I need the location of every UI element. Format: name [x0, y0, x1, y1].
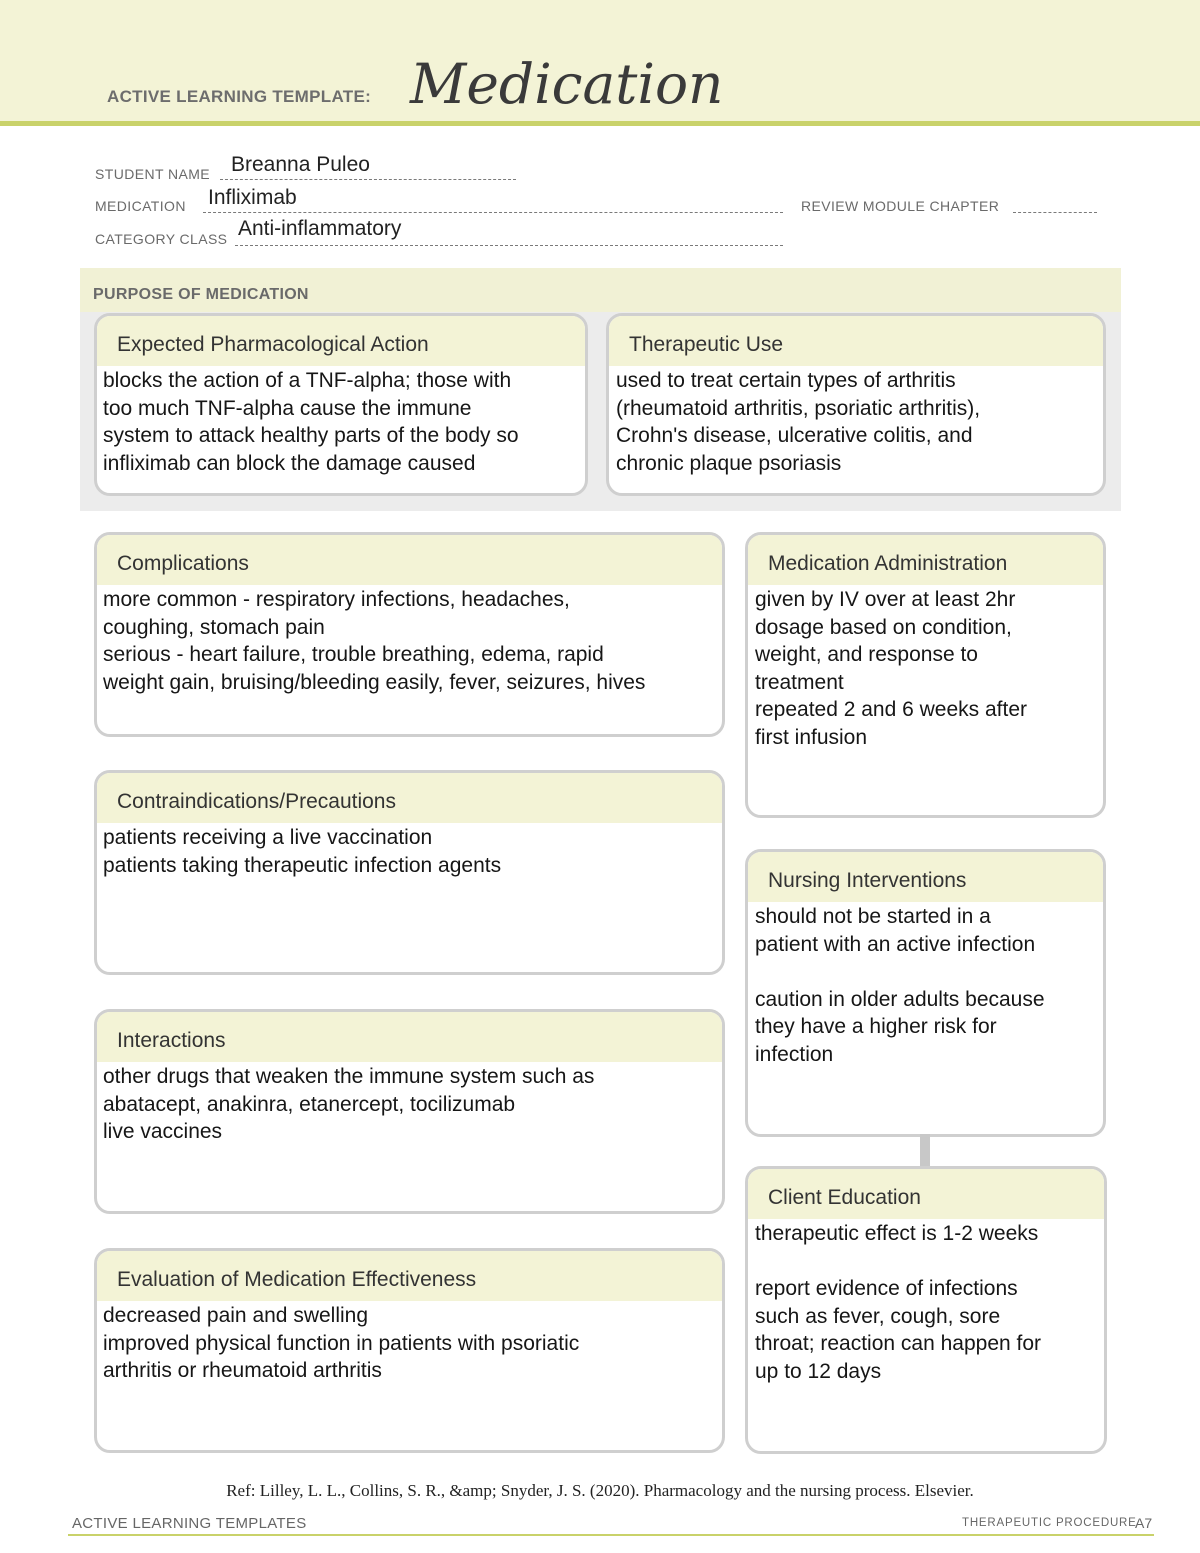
nursing-interventions-text[interactable]: should not be started in a patient with an active infection caution in older adults because they have a higher risk for infection — [755, 905, 1045, 1066]
therapeutic-use-text[interactable]: used to treat certain types of arthritis (rheumatoid arthritis, psoriatic arthritis), Crohn's disease, ulcerative colitis, and chronic plaque psoriasis — [616, 369, 981, 475]
page-number: A7 — [1135, 1515, 1153, 1531]
client-education-box — [745, 1166, 1107, 1454]
header-rule — [0, 121, 1200, 126]
category-class-label: CATEGORY CLASS — [95, 231, 228, 247]
review-module-line — [1013, 212, 1097, 213]
contraindications-title: Contraindications/Precautions — [97, 773, 722, 823]
reference-citation: Ref: Lilley, L. L., Collins, S. R., &amp; Snyder, J. S. (2020). Pharmacology and the nursing process. Elsevier. — [226, 1481, 974, 1500]
category-class-line — [235, 245, 783, 246]
interactions-title: Interactions — [97, 1012, 722, 1062]
nursing-interventions-title: Nursing Interventions — [748, 852, 1103, 902]
therapeutic-use-title: Therapeutic Use — [609, 316, 1103, 366]
page-title: Medication — [410, 52, 724, 116]
administration-box — [745, 532, 1106, 818]
student-name-label: STUDENT NAME — [95, 166, 210, 182]
footer-left-label: ACTIVE LEARNING TEMPLATES — [72, 1515, 307, 1532]
nursing-interventions-box — [745, 849, 1106, 1137]
box-connector — [920, 1134, 930, 1166]
student-name-field[interactable]: Breanna Puleo — [231, 153, 370, 176]
client-education-text[interactable]: therapeutic effect is 1-2 weeks report evidence of infections such as fever, cough, sore throat; reaction can happen for up to 12 days — [755, 1222, 1042, 1383]
therapeutic-use-box — [606, 313, 1106, 496]
complications-box — [94, 532, 725, 737]
expected-action-text[interactable]: blocks the action of a TNF-alpha; those with too much TNF-alpha cause the immune system to attack healthy parts of the body so infliximab can block the damage caused — [103, 369, 519, 475]
evaluation-title: Evaluation of Medication Effectiveness — [97, 1251, 722, 1301]
evaluation-box — [94, 1248, 725, 1453]
expected-action-title: Expected Pharmacological Action — [97, 316, 585, 366]
interactions-box — [94, 1009, 725, 1214]
contraindications-text[interactable]: patients receiving a live vaccination patients taking therapeutic infection agents — [103, 826, 502, 877]
medication-label: MEDICATION — [95, 198, 186, 214]
footer-rule — [68, 1534, 1154, 1536]
student-name-line — [220, 179, 516, 180]
administration-title: Medication Administration — [748, 535, 1103, 585]
complications-text[interactable]: more common - respiratory infections, headaches, coughing, stomach pain serious - heart failure, trouble breathing, edema, rapid weight gain, bruising/bleeding easily, fever, seizures, hives — [103, 588, 646, 694]
footer-right-label: THERAPEUTIC PROCEDURE — [962, 1517, 1137, 1529]
review-module-label: REVIEW MODULE CHAPTER — [801, 198, 1000, 214]
contraindications-box — [94, 770, 725, 975]
medication-line — [203, 212, 783, 213]
medication-field[interactable]: Infliximab — [208, 186, 297, 209]
administration-text[interactable]: given by IV over at least 2hr dosage based on condition, weight, and response to treatment repeated 2 and 6 weeks after first infusion — [755, 588, 1028, 749]
category-class-field[interactable]: Anti-inflammatory — [238, 217, 402, 240]
expected-action-box — [94, 313, 588, 496]
client-education-title: Client Education — [748, 1169, 1104, 1219]
template-brand: ACTIVE LEARNING TEMPLATE: — [107, 87, 372, 106]
evaluation-text[interactable]: decreased pain and swelling improved physical function in patients with psoriatic arthritis or rheumatoid arthritis — [103, 1304, 580, 1382]
complications-title: Complications — [97, 535, 722, 585]
interactions-text[interactable]: other drugs that weaken the immune system such as abatacept, anakinra, etanercept, tocilizumab live vaccines — [103, 1065, 595, 1143]
purpose-label: PURPOSE OF MEDICATION — [93, 286, 309, 303]
